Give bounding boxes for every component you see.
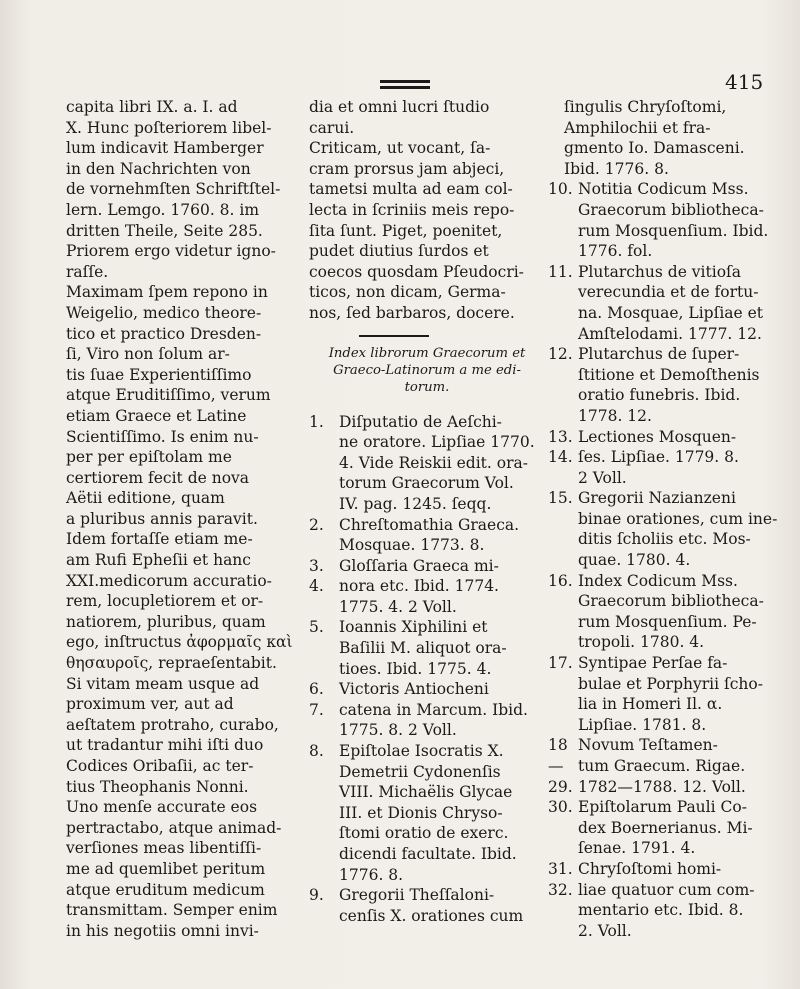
- entry-line: ſenae. 1791. 4.: [578, 839, 696, 858]
- entry-number: 30.: [548, 798, 573, 817]
- text-line: ticos, non dicam, Germa-: [309, 283, 506, 302]
- text-line: etiam Graece et Latine: [66, 406, 247, 425]
- entry-line: verecundia et de fortu-: [578, 283, 759, 302]
- entry-number: 31. 32.: [548, 859, 573, 899]
- text-line: XXI.medicorum accuratio-: [66, 571, 272, 590]
- entry-line: 1775. 4. 2 Voll.: [339, 597, 457, 616]
- entry-line: 1776. 8.: [339, 865, 404, 884]
- text-line: Idem fortaſſe etiam me-: [66, 530, 253, 549]
- entry-line: Plutarchus de ſuper-: [578, 345, 740, 364]
- text-line: tis ſuae Experientiſſimo: [66, 365, 252, 384]
- index-entry: [309, 617, 537, 679]
- entry-line: Graecorum bibliotheca-: [578, 592, 764, 611]
- text-line: lum indicavit Hamberger: [66, 139, 264, 158]
- index-entry: [548, 735, 778, 797]
- entry-line: Novum Teſtamen-: [578, 736, 718, 755]
- index-entry: [548, 427, 778, 489]
- entry-line: 1776. fol.: [578, 242, 653, 261]
- entry-line: cenſis X. orationes cum: [339, 906, 524, 925]
- text-line: atque Eruditiſſimo, verum: [66, 386, 271, 405]
- index-list-b: [548, 179, 778, 941]
- entry-number: 11.: [548, 262, 573, 281]
- text-line: gmento Io. Damasceni.: [564, 139, 745, 158]
- text-line: ego, inſtructus ἀφορμαῖς καὶ: [66, 633, 293, 652]
- entry-line: Plutarchus de vitioſa: [578, 262, 742, 281]
- text-line: a pluribus annis paravit.: [66, 509, 258, 528]
- text-line: verſiones meas libentiſſi-: [66, 839, 262, 858]
- entry-line: 1775. 8. 2 Voll.: [339, 721, 457, 740]
- entry-number: 10.: [548, 180, 573, 199]
- index-entry: [309, 679, 537, 741]
- text-line: ſita ſunt. Piget, poenitet,: [309, 221, 503, 240]
- text-line: lern. Lemgo. 1760. 8. im: [66, 200, 260, 219]
- entry-line: Gloſſaria Graeca mi-: [339, 556, 499, 575]
- entry-line: mentario etc. Ibid. 8.: [578, 901, 744, 920]
- index-entry: [548, 859, 778, 941]
- text-line: Si vitam meam usque ad: [66, 674, 260, 693]
- text-line: capita libri IX. a. I. ad: [66, 98, 238, 116]
- entry-line: Lipſiae. 1781. 8.: [578, 715, 707, 734]
- index-entry: [309, 741, 537, 885]
- text-line: pudet diutius ſurdos et: [309, 242, 489, 261]
- entry-number: 18—29.: [548, 736, 573, 796]
- text-line: θησαυροῖς, repraeſentabit.: [66, 654, 277, 673]
- entry-line: Demetrii Cydonenſis: [339, 762, 501, 781]
- text-line: am Rufi Epheſii et hanc: [66, 551, 251, 570]
- entry-line: liae quatuor cum com-: [578, 880, 755, 899]
- text-line: ſi, Viro non ſolum ar-: [66, 345, 230, 364]
- closing-paragraph: [309, 97, 537, 324]
- index-heading-line: torum.: [404, 379, 450, 395]
- entry-number: 9.: [309, 886, 324, 905]
- text-line: Criticam, ut vocant, ſa-: [309, 139, 491, 158]
- entry-line: binae orationes, cum ine-: [578, 509, 778, 528]
- entry-line: ſtomi oratio de exerc.: [339, 824, 509, 843]
- text-line: atque eruditum medicum: [66, 880, 265, 899]
- text-line: dritten Theile, Seite 285.: [66, 221, 263, 240]
- text-line: Ibid. 1776. 8.: [564, 159, 669, 178]
- entry-line: dicendi facultate. Ibid.: [339, 845, 517, 863]
- entry-number: 15.: [548, 489, 573, 508]
- entry-number: 12.: [548, 345, 573, 364]
- text-line: de vornehmſten Schriftſtel-: [66, 180, 281, 199]
- column-left: [66, 97, 298, 941]
- index-entry: [309, 515, 537, 556]
- entry-line: 2 Voll.: [578, 468, 627, 487]
- entry-line: quae. 1780. 4.: [578, 551, 691, 570]
- text-line: ſingulis Chryſoſtomi,: [564, 98, 727, 116]
- entry-line: Amſtelodami. 1777. 12.: [578, 324, 762, 343]
- entry-line: tum Graecum. Rigae.: [578, 757, 746, 775]
- entry-line: IV. pag. 1245. ſeqq.: [339, 494, 492, 513]
- index-entry: [309, 556, 537, 618]
- entry-line: Notitia Codicum Mss.: [578, 180, 749, 199]
- entry-line: Epiſtolae Isocratis X.: [339, 742, 504, 761]
- text-line: aeſtatem protraho, curabo,: [66, 715, 279, 734]
- entry-line: Gregorii Nazianzeni: [578, 489, 736, 508]
- entry-line: 2. Voll.: [578, 921, 632, 940]
- text-line: me ad quemlibet peritum: [66, 859, 266, 878]
- text-line: in his negotiis omni invi-: [66, 921, 259, 940]
- text-line: coecos quosdam Pſeudocri-: [309, 262, 524, 281]
- entry-line: Syntipae Perſae fa-: [578, 654, 728, 673]
- entry-line: Chryſoſtomi homi-: [578, 859, 722, 878]
- entry-number: 2.: [309, 515, 324, 534]
- entry-line: ne oratore. Lipſiae 1770.: [339, 433, 535, 452]
- entry-line: Victoris Antiocheni: [339, 680, 489, 699]
- index-heading-line: Index librorum Graecorum et: [328, 345, 526, 361]
- index-entry: [548, 653, 778, 735]
- entry-number: 13. 14.: [548, 427, 573, 467]
- text-line: Uno menſe accurate eos: [66, 798, 258, 817]
- text-line: lecta in ſcriniis meis repo-: [309, 200, 515, 219]
- text-line: dia et omni lucri ſtudio: [309, 98, 490, 116]
- text-line: transmittam. Semper enim: [66, 901, 278, 920]
- text-line: Aëtii editione, quam: [66, 489, 225, 508]
- text-line: tius Theophanis Nonni.: [66, 777, 249, 796]
- entry-line: 1782—1788. 12. Voll.: [578, 777, 746, 796]
- entry-line: VIII. Michaëlis Glycae: [339, 783, 513, 802]
- text-line: Scientiſſimo. Is enim nu-: [66, 427, 259, 446]
- text-line: Weigelio, medico theore-: [66, 303, 262, 322]
- entry-line: nora etc. Ibid. 1774.: [339, 577, 499, 596]
- index-entry: [309, 885, 537, 926]
- text-line: pertractabo, atque animad-: [66, 818, 282, 837]
- index-entry: [309, 412, 537, 515]
- entry-number: 1.: [309, 412, 324, 431]
- entry-number: 17.: [548, 654, 573, 673]
- entry-number: 5.: [309, 618, 324, 637]
- entry-line: Epiſtolarum Pauli Co-: [578, 798, 747, 817]
- entry-number: 8.: [309, 742, 324, 761]
- entry-line: ſes. Lipſiae. 1779. 8.: [578, 448, 739, 467]
- entry-line: ſtitione et Demoſthenis: [578, 365, 760, 384]
- index-entry: [548, 797, 778, 859]
- entry-line: Index Codicum Mss.: [578, 571, 738, 590]
- entry-line: tropoli. 1780. 4.: [578, 633, 705, 652]
- entry-line: Gregorii Theſſaloni-: [339, 886, 495, 905]
- entry-line: Baſilii M. aliquot ora-: [339, 639, 507, 658]
- entry-line: Diſputatio de Aeſchi-: [339, 412, 502, 431]
- entry-line: Chreſtomathia Graeca.: [339, 515, 520, 534]
- entry-line: tioes. Ibid. 1775. 4.: [339, 659, 492, 678]
- entry-line: Mosquae. 1773. 8.: [339, 536, 485, 555]
- index-entry: [548, 179, 778, 261]
- text-line: certiorem fecit de nova: [66, 468, 250, 487]
- entry-line: rum Mosquenſium. Ibid.: [578, 221, 769, 240]
- entry-line: ditis ſcholiis etc. Mos-: [578, 530, 751, 549]
- index-entry: [548, 262, 778, 344]
- page-number: 415: [725, 70, 764, 94]
- entry-line: Lectiones Mosquen-: [578, 427, 737, 446]
- index-list-a: [309, 412, 537, 927]
- entry-line: torum Graecorum Vol.: [339, 474, 514, 493]
- entry-number: 16.: [548, 571, 573, 590]
- index-entry: [548, 488, 778, 570]
- column-right: [548, 97, 778, 941]
- section-rule: [359, 335, 429, 337]
- entry-line: dex Boernerianus. Mi-: [578, 818, 753, 837]
- text-line: cram prorsus jam abjeci,: [309, 159, 505, 178]
- text-line: Amphilochii et fra-: [564, 118, 711, 137]
- entry-line: 1778. 12.: [578, 406, 652, 425]
- index-heading-line: Graeco-Latinorum a me edi-: [333, 362, 521, 378]
- entry-line: Graecorum bibliotheca-: [578, 200, 764, 219]
- text-line: ut tradantur mihi iſti duo: [66, 736, 264, 755]
- index-entry: [548, 571, 778, 653]
- entry-line: 4. Vide Reiskii edit. ora-: [339, 453, 528, 472]
- entry-line: na. Mosquae, Lipſiae et: [578, 303, 764, 322]
- header-ornament: [380, 80, 430, 90]
- text-line: carui.: [309, 118, 355, 137]
- column-middle: [309, 97, 537, 926]
- entry-line: oratio funebris. Ibid.: [578, 386, 741, 405]
- text-line: rem, locupletiorem et or-: [66, 592, 264, 611]
- entry-number: 3. 4.: [309, 556, 324, 596]
- entry-number: 6. 7.: [309, 680, 324, 719]
- index-entry: [548, 344, 778, 426]
- text-line: Priorem ergo videtur igno-: [66, 242, 276, 261]
- text-line: Codices Oribaſii, ac ter-: [66, 757, 254, 775]
- index-heading: [309, 345, 537, 396]
- entry-line: rum Mosquenſium. Pe-: [578, 612, 757, 631]
- entry-line: Ioannis Xiphilini et: [339, 618, 488, 637]
- text-line: raſſe.: [66, 262, 109, 281]
- entry-line: III. et Dionis Chryso-: [339, 803, 503, 822]
- text-line: X. Hunc poſteriorem libel-: [66, 118, 272, 137]
- text-line: tametsi multa ad eam col-: [309, 180, 513, 199]
- text-line: per per epiſtolam me: [66, 448, 232, 467]
- text-line: in den Nachrichten von: [66, 159, 251, 178]
- text-line: natiorem, pluribus, quam: [66, 612, 266, 631]
- entry-line: catena in Marcum. Ibid.: [339, 700, 528, 719]
- entry-line: lia in Homeri Il. α.: [578, 695, 723, 714]
- text-line: Maximam ſpem repono in: [66, 283, 268, 302]
- continued-entry: [548, 97, 778, 179]
- text-line: nos, ſed barbaros, docere.: [309, 303, 515, 322]
- text-line: tico et practico Dresden-: [66, 324, 262, 343]
- text-line: proximum ver, aut ad: [66, 695, 234, 714]
- entry-line: bulae et Porphyrii ſcho-: [578, 674, 763, 693]
